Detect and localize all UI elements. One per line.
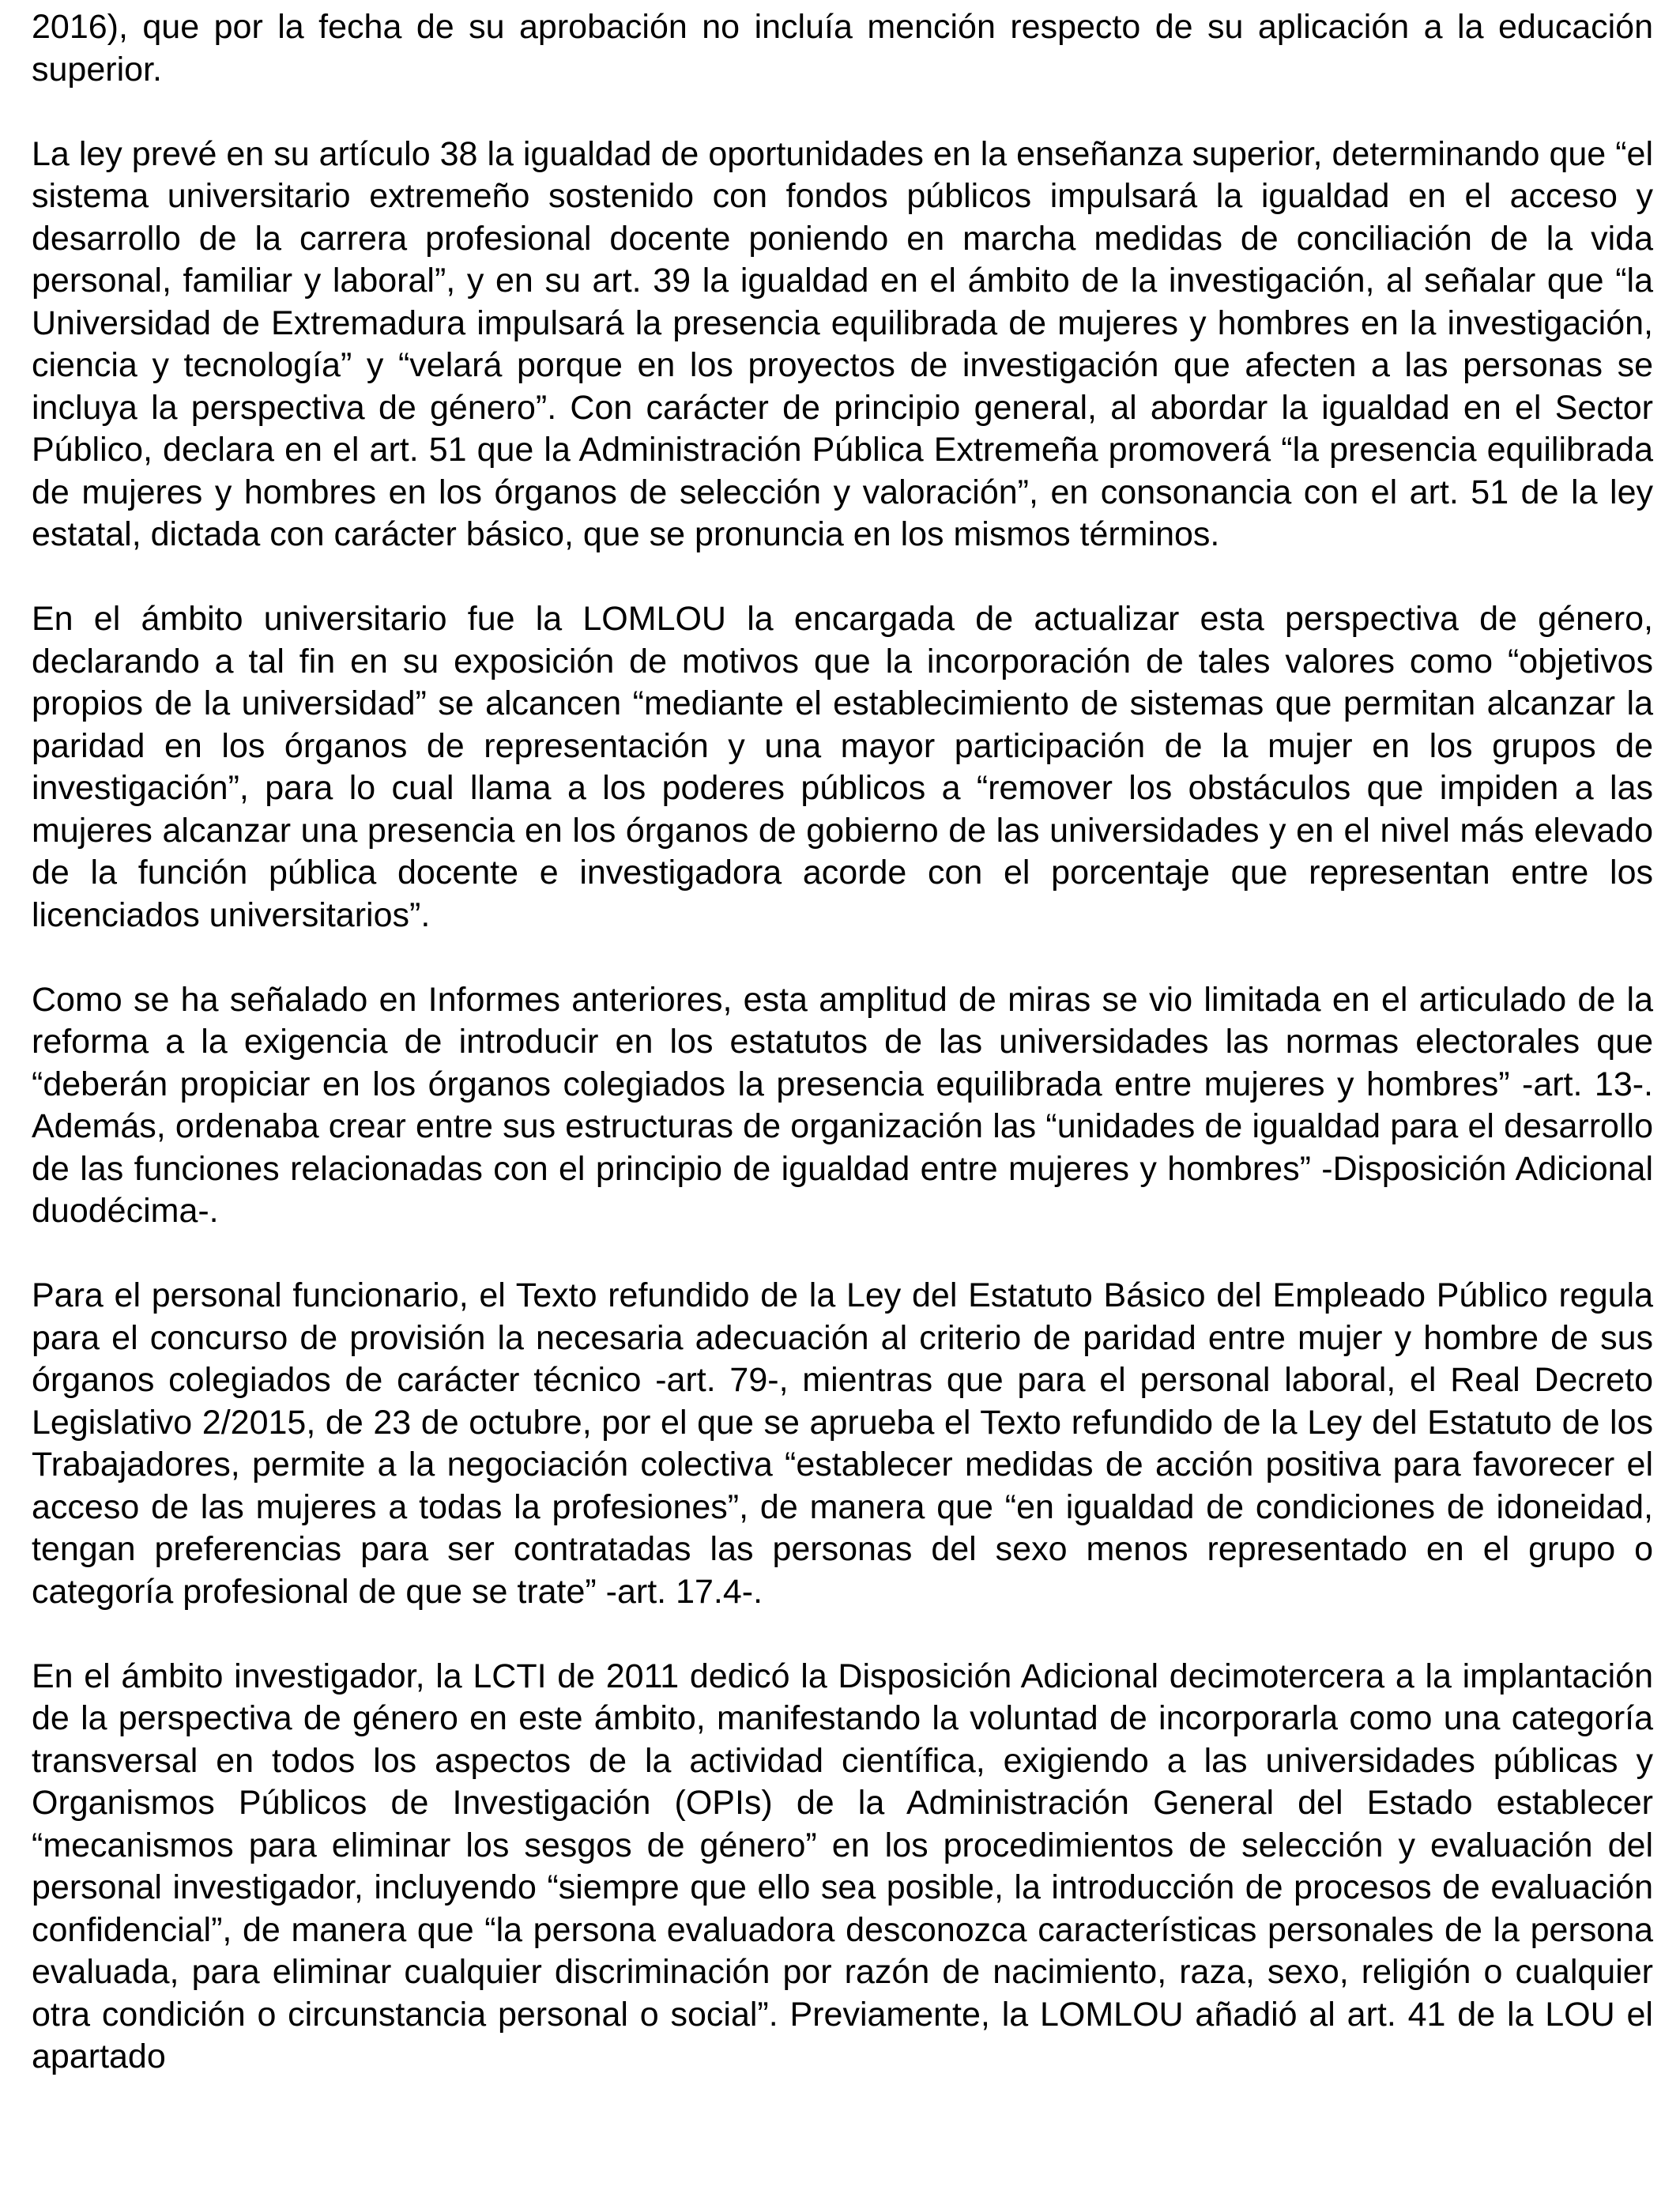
paragraph-6: En el ámbito investigador, la LCTI de 2011 dedicó la Disposición Adicional decimotercera a la implantación de la perspectiva de género en este ámbito, manifestando la voluntad de incorporarla como una categoría transversal en todos los aspectos de la actividad científica, exigiendo a las universidades públicas y Organismos Públicos de Investigación (OPIs) de la Administración General del Estado establecer “mecanismos para eliminar los sesgos de género” en los procedimientos de selección y evaluación del personal investigador, incluyendo “siempre que ello sea posible, la introducción de procesos de evaluación confidencial”, de manera que “la persona evaluadora desconozca características personales de la persona evaluada, para eliminar cualquier discriminación por razón de nacimiento, raza, sexo, religión o cualquier otra condición o circunstancia personal o social”. Previamente, la LOMLOU añadió al art. 41 de la LOU el apartado [32,1657,1653,2075]
paragraph-4: Como se ha señalado en Informes anteriores, esta amplitud de miras se vio limitada en el articulado de la reforma a la exigencia de introducir en los estatutos de las universidades las normas electorales que “deberán propiciar en los órganos colegiados la presencia equilibrada entre mujeres y hombres” -art. 13-. Además, ordenaba crear entre sus estructuras de organización las “unidades de igualdad para el desarrollo de las funciones relacionadas con el principio de igualdad entre mujeres y hombres” -Disposición Adicional duodécima-. [32,980,1653,1230]
document-page [32,6,1653,2079]
paragraph-1: 2016), que por la fecha de su aprobación no incluía mención respecto de su aplicación a la educación superior. [32,8,1653,89]
paragraph-2: La ley prevé en su artículo 38 la igualdad de oportunidades en la enseñanza superior, determinando que “el sistema universitario extremeño sostenido con fondos públicos impulsará la igualdad en el acceso y desarrollo de la carrera profesional docente poniendo en marcha medidas de conciliación de la vida personal, familiar y laboral”, y en su art. 39 la igualdad en el ámbito de la investigación, al señalar que “la Universidad de Extremadura impulsará la presencia equilibrada de mujeres y hombres en la investigación, ciencia y tecnología” y “velará porque en los proyectos de investigación que afecten a las personas se incluya la perspectiva de género”. Con carácter de principio general, al abordar la igualdad en el Sector Público, declara en el art. 51 que la Administración Pública Extremeña promoverá “la presencia equilibrada de mujeres y hombres en los órganos de selección y valoración”, en consonancia con el art. 51 de la ley estatal, dictada con carácter básico, que se pronuncia en los mismos términos. [32,134,1653,553]
paragraph-3: En el ámbito universitario fue la LOMLOU la encargada de actualizar esta perspectiva de género, declarando a tal fin en su exposición de motivos que la incorporación de tales valores como “objetivos propios de la universidad” se alcancen “mediante el establecimiento de sistemas que permitan alcanzar la paridad en los órganos de representación y una mayor participación de la mujer en los grupos de investigación”, para lo cual llama a los poderes públicos a “remover los obstáculos que impiden a las mujeres alcanzar una presencia en los órganos de gobierno de las universidades y en el nivel más elevado de la función pública docente e investigadora acorde con el porcentaje que representan entre los licenciados universitarios”. [32,600,1653,934]
paragraph-5: Para el personal funcionario, el Texto refundido de la Ley del Estatuto Básico del Empleado Público regula para el concurso de provisión la necesaria adecuación al criterio de paridad entre mujer y hombre de sus órganos colegiados de carácter técnico -art. 79-, mientras que para el personal laboral, el Real Decreto Legislativo 2/2015, de 23 de octubre, por el que se aprueba el Texto refundido de la Ley del Estatuto de los Trabajadores, permite a la negociación colectiva “establecer medidas de acción positiva para favorecer el acceso de las mujeres a todas la profesiones”, de manera que “en igualdad de condiciones de idoneidad, tengan preferencias para ser contratadas las personas del sexo menos representado en el grupo o categoría profesional de que se trate” -art. 17.4-. [32,1276,1653,1611]
